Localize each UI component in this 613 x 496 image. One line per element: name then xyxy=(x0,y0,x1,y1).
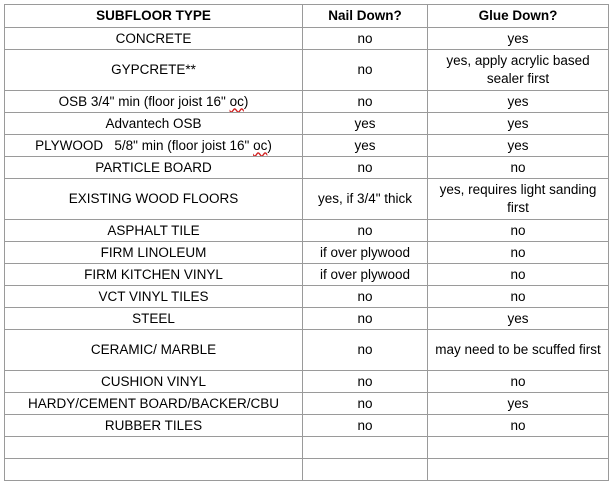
cell-glue-down: no xyxy=(428,157,609,179)
cell-subfloor-type: Advantech OSB xyxy=(5,113,303,135)
table-row xyxy=(5,330,609,371)
cell-nail-down: if over plywood xyxy=(303,242,428,264)
cell-subfloor-type: FIRM KITCHEN VINYL xyxy=(5,264,303,286)
cell-glue-down: no xyxy=(428,220,609,242)
table-row xyxy=(5,415,609,437)
cell-nail-down: no xyxy=(303,50,428,91)
cell-nail-down: no xyxy=(303,286,428,308)
cell-subfloor-type: ASPHALT TILE xyxy=(5,220,303,242)
table-row xyxy=(5,242,609,264)
cell-nail-down: no xyxy=(303,28,428,50)
cell-text: PLYWOOD 5/8" min (floor joist 16" xyxy=(35,137,254,153)
header-row xyxy=(5,5,609,28)
cell-nail-down: yes xyxy=(303,113,428,135)
cell-subfloor-type: EXISTING WOOD FLOORS xyxy=(5,179,303,220)
cell-nail-down: no xyxy=(303,220,428,242)
cell-glue-down: may need to be scuffed first xyxy=(428,330,609,371)
cell-nail-down: no xyxy=(303,157,428,179)
cell-nail-down: no xyxy=(303,393,428,415)
cell-nail-down: yes xyxy=(303,135,428,157)
table-row xyxy=(5,135,609,157)
spellcheck-word: oc xyxy=(229,93,244,109)
cell-subfloor-type: RUBBER TILES xyxy=(5,415,303,437)
empty-cell xyxy=(5,459,303,481)
cell-glue-down: yes, requires light sanding first xyxy=(428,179,609,220)
empty-row xyxy=(5,437,609,459)
table-row xyxy=(5,113,609,135)
empty-cell xyxy=(428,459,609,481)
cell-nail-down: yes, if 3/4" thick xyxy=(303,179,428,220)
spellcheck-word: oc xyxy=(253,137,268,153)
cell-text: ) xyxy=(243,93,249,109)
cell-text: OSB 3/4" min (floor joist 16" xyxy=(58,93,230,109)
header-subfloor-type: SUBFLOOR TYPE xyxy=(5,5,303,28)
cell-subfloor-type: CUSHION VINYL xyxy=(5,371,303,393)
cell-subfloor-type: PARTICLE BOARD xyxy=(5,157,303,179)
cell-glue-down: yes xyxy=(428,135,609,157)
cell-nail-down: no xyxy=(303,371,428,393)
cell-subfloor-type: CONCRETE xyxy=(5,28,303,50)
empty-cell xyxy=(303,459,428,481)
cell-glue-down: yes xyxy=(428,308,609,330)
cell-glue-down: yes xyxy=(428,28,609,50)
cell-nail-down: if over plywood xyxy=(303,264,428,286)
cell-glue-down: no xyxy=(428,415,609,437)
cell-subfloor-type xyxy=(5,91,303,113)
empty-row xyxy=(5,459,609,481)
table-row xyxy=(5,179,609,220)
empty-cell xyxy=(5,437,303,459)
cell-glue-down: yes, apply acrylic based sealer first xyxy=(428,50,609,91)
subfloor-table xyxy=(4,4,609,481)
table-row xyxy=(5,220,609,242)
cell-nail-down: no xyxy=(303,91,428,113)
cell-subfloor-type: CERAMIC/ MARBLE xyxy=(5,330,303,371)
empty-cell xyxy=(303,437,428,459)
table-row xyxy=(5,28,609,50)
table-row xyxy=(5,286,609,308)
cell-glue-down: no xyxy=(428,371,609,393)
table-row xyxy=(5,50,609,91)
table-row xyxy=(5,371,609,393)
cell-subfloor-type: STEEL xyxy=(5,308,303,330)
header-nail-down: Nail Down? xyxy=(303,5,428,28)
table-row xyxy=(5,308,609,330)
cell-nail-down: no xyxy=(303,415,428,437)
cell-text: ) xyxy=(267,137,272,153)
cell-nail-down: no xyxy=(303,330,428,371)
table-row xyxy=(5,393,609,415)
cell-glue-down: no xyxy=(428,264,609,286)
header-glue-down: Glue Down? xyxy=(428,5,609,28)
table-row xyxy=(5,264,609,286)
cell-glue-down: yes xyxy=(428,393,609,415)
cell-glue-down: yes xyxy=(428,91,609,113)
cell-subfloor-type: HARDY/CEMENT BOARD/BACKER/CBU xyxy=(5,393,303,415)
cell-nail-down: no xyxy=(303,308,428,330)
table-row xyxy=(5,91,609,113)
cell-glue-down: yes xyxy=(428,113,609,135)
cell-subfloor-type: GYPCRETE** xyxy=(5,50,303,91)
cell-subfloor-type: FIRM LINOLEUM xyxy=(5,242,303,264)
empty-cell xyxy=(428,437,609,459)
cell-glue-down: no xyxy=(428,242,609,264)
cell-subfloor-type xyxy=(5,135,303,157)
table-row xyxy=(5,157,609,179)
cell-glue-down: no xyxy=(428,286,609,308)
cell-subfloor-type: VCT VINYL TILES xyxy=(5,286,303,308)
